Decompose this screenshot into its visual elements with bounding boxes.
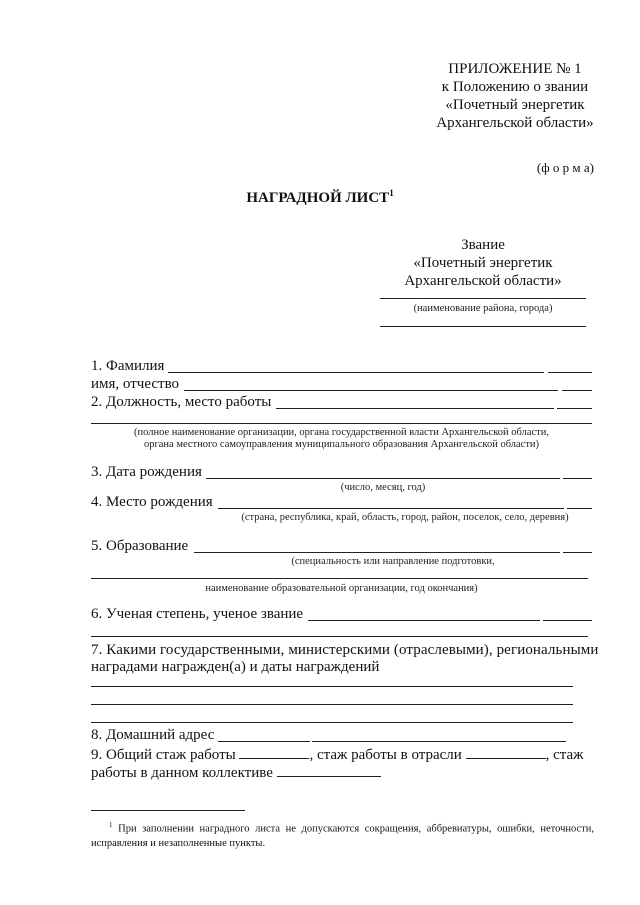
- birth-date-line[interactable]: [206, 478, 560, 479]
- footnote-separator: [91, 810, 245, 811]
- annex-block: [410, 60, 620, 132]
- name-label: имя, отчество: [91, 376, 180, 392]
- rank-line-1: Звание: [461, 237, 505, 253]
- name-line[interactable]: [184, 390, 558, 391]
- address-line-2[interactable]: [312, 741, 566, 742]
- position-line[interactable]: [276, 408, 554, 409]
- org-hint-1: (полное наименование организации, органа государственной власти Архангельской области,: [133, 427, 550, 438]
- footnote-text: При заполнении наградного листа не допускаются сокращения, аббревиатуры, ошибки, неточности, исправления и незаполненные пункты.: [91, 823, 595, 849]
- position-label: 2. Должность, место работы: [91, 394, 272, 410]
- exp-team-label: работы в данном коллективе: [91, 765, 273, 781]
- position-line-tail[interactable]: [557, 408, 592, 409]
- annex-line-2: к Положению о звании: [441, 79, 589, 95]
- experience-row-2: [91, 762, 381, 782]
- birth-place-line-tail[interactable]: [567, 508, 592, 509]
- experience-row: [91, 744, 596, 764]
- degree-label: 6. Ученая степень, ученое звание: [91, 606, 304, 622]
- annex-line-3: «Почетный энергетик: [445, 97, 585, 113]
- birth-place-label: 4. Место рождения: [91, 494, 213, 510]
- education-line[interactable]: [194, 552, 560, 553]
- exp-stazh-label: , стаж: [545, 747, 584, 763]
- degree-line[interactable]: [308, 620, 540, 621]
- rank-line-2: «Почетный энергетик: [413, 255, 553, 271]
- degree-line-2[interactable]: [91, 636, 588, 637]
- education-line-2[interactable]: [91, 578, 588, 579]
- rank-block: [380, 236, 586, 290]
- awards-fill-line-3[interactable]: [91, 722, 573, 723]
- education-hint-1: (специальность или направление подготовки,: [291, 556, 495, 567]
- awards-line-1: 7. Какими государственными, министерскими (отраслевыми), региональными: [91, 642, 599, 658]
- address-label: 8. Домашний адрес: [91, 727, 215, 743]
- exp-total-line[interactable]: [239, 744, 309, 759]
- birth-place-line[interactable]: [218, 508, 564, 509]
- rank-line-3: Архангельской области»: [404, 273, 562, 289]
- org-hint-2: органа местного самоуправления муниципального образования Архангельской области): [143, 439, 540, 450]
- surname-line[interactable]: [168, 372, 544, 373]
- degree-line-tail[interactable]: [543, 620, 592, 621]
- birth-date-label: 3. Дата рождения: [91, 464, 202, 480]
- education-hint-2: наименование образовательной организации, год окончания): [205, 583, 478, 594]
- exp-industry-line[interactable]: [466, 744, 546, 759]
- footnote-mark: 1: [109, 821, 113, 829]
- education-label: 5. Образование: [91, 538, 189, 554]
- awards-fill-line-1[interactable]: [91, 686, 573, 687]
- district-line-2[interactable]: [380, 326, 586, 327]
- annex-line-1: ПРИЛОЖЕНИЕ № 1: [448, 61, 582, 77]
- exp-industry-label: , стаж работы в отрасли: [309, 747, 462, 763]
- awards-line-2: наградами награжден(а) и даты награждений: [91, 659, 380, 675]
- form-label: (ф о р м а): [536, 160, 594, 175]
- surname-line-tail[interactable]: [548, 372, 592, 373]
- education-line-tail[interactable]: [563, 552, 592, 553]
- awards-fill-line-2[interactable]: [91, 704, 573, 705]
- surname-label: 1. Фамилия: [91, 358, 165, 374]
- birth-date-line-tail[interactable]: [563, 478, 592, 479]
- address-line[interactable]: [218, 741, 310, 742]
- title-text: НАГРАДНОЙ ЛИСТ: [246, 190, 390, 206]
- footnote: [91, 818, 594, 851]
- birth-date-hint: (число, месяц, год): [340, 482, 426, 493]
- exp-total-label: 9. Общий стаж работы: [91, 747, 236, 763]
- page-title: [0, 188, 640, 207]
- district-hint: (наименование района, города): [413, 303, 553, 314]
- district-line[interactable]: [380, 298, 586, 299]
- exp-team-line[interactable]: [277, 762, 381, 777]
- position-line-2[interactable]: [91, 423, 592, 424]
- annex-line-4: Архангельской области»: [436, 115, 594, 131]
- name-line-tail[interactable]: [562, 390, 592, 391]
- birth-place-hint: (страна, республика, край, область, город, район, поселок, село, деревня): [241, 512, 569, 523]
- title-footnote-mark: 1: [389, 188, 394, 198]
